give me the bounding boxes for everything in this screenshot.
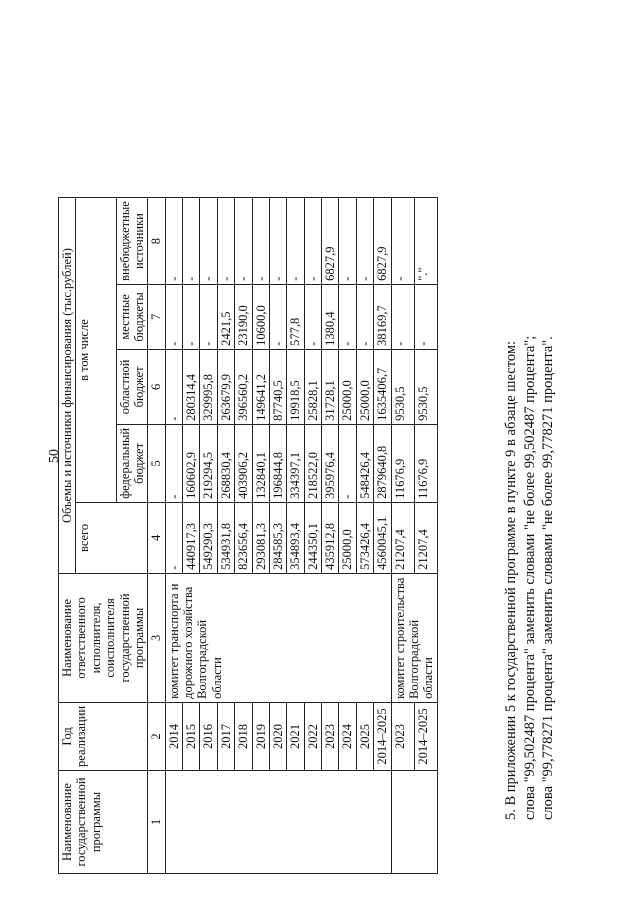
extra-cell: - [252,198,269,285]
column-number: 2 [148,702,165,770]
financing-table [58,197,438,874]
year-cell: 2014–2025 [414,702,437,770]
local-cell: - [339,284,356,349]
federal-cell: 196844,8 [269,424,286,502]
local-cell: 10600,0 [252,284,269,349]
total-cell: 549290,3 [200,502,217,573]
year-cell: 2014–2025 [374,702,391,770]
amendment-line: слова "99,778271 процента" заменить словами "не более 99,778271 процента". [540,336,557,820]
federal-cell: 403906,2 [235,424,252,502]
column-number: 5 [148,424,165,502]
regional-cell: 329995,8 [200,349,217,424]
column-number: 7 [148,284,165,349]
federal-cell: 132840,1 [252,424,269,502]
local-cell: 577,8 [287,284,304,349]
amendment-text [502,336,558,820]
regional-cell: 280314,4 [183,349,200,424]
year-cell: 2025 [356,702,373,770]
year-cell: 2020 [269,702,286,770]
year-cell: 2015 [183,702,200,770]
year-cell: 2021 [287,702,304,770]
federal-cell: 334397,1 [287,424,304,502]
regional-cell: 87740,5 [269,349,286,424]
program-name-cell [391,771,437,874]
local-cell: 23190,0 [235,284,252,349]
regional-cell: 9530,5 [391,349,414,424]
table-row [391,198,414,874]
local-cell: - [200,284,217,349]
federal-cell: 395976,4 [322,424,339,502]
local-cell: - [414,284,437,349]
extra-cell: - [287,198,304,285]
extra-cell: - [165,198,182,285]
federal-cell: 11676,9 [391,424,414,502]
column-number-row [148,198,165,874]
federal-cell: 160602,9 [183,424,200,502]
local-cell: - [269,284,286,349]
table-row [165,198,182,874]
table-block-construction [391,198,437,874]
header-funding-group: Объемы и источники финансирования (тыс.рублей) [59,198,76,574]
extra-cell: - [356,198,373,285]
extra-cell: 6827,9 [374,198,391,285]
federal-cell: - [339,424,356,502]
local-cell: 1380,4 [322,284,339,349]
header-including: в том числе [76,198,116,503]
local-cell: 2421,5 [217,284,234,349]
header-federal: федеральный бюджет [116,424,148,502]
extra-cell: - [200,198,217,285]
total-cell: 823656,4 [235,502,252,573]
extra-cell: - [183,198,200,285]
total-cell: 534931,8 [217,502,234,573]
federal-cell: 268830,4 [217,424,234,502]
table-header-row [59,198,76,874]
regional-cell: 263679,9 [217,349,234,424]
header-total: всего [76,502,148,573]
total-cell: 440917,3 [183,502,200,573]
local-cell: - [304,284,321,349]
year-cell: 2017 [217,702,234,770]
local-cell: 38169,7 [374,284,391,349]
regional-cell: 25828,1 [304,349,321,424]
year-cell: 2014 [165,702,182,770]
column-number: 6 [148,349,165,424]
total-cell: - [165,502,182,573]
total-cell: 21207,4 [391,502,414,573]
extra-cell: - [217,198,234,285]
regional-cell: 149641,2 [252,349,269,424]
regional-cell: - [165,349,182,424]
extra-cell: - [269,198,286,285]
total-cell: 4560045,1 [374,502,391,573]
federal-cell: 11676,9 [414,424,437,502]
year-cell: 2023 [322,702,339,770]
federal-cell: 219294,5 [200,424,217,502]
regional-cell: 9530,5 [414,349,437,424]
extra-cell: "." [414,198,437,285]
regional-cell: 25000,0 [339,349,356,424]
extra-cell: 6827,9 [322,198,339,285]
total-cell: 573426,4 [356,502,373,573]
local-cell: - [183,284,200,349]
regional-cell: 19918,5 [287,349,304,424]
regional-cell: 31728,1 [322,349,339,424]
header-local: местные бюджеты [116,284,148,349]
total-cell: 25000,0 [339,502,356,573]
local-cell: - [356,284,373,349]
executor-cell: комитет транспорта и дорожного хозяйства Волгоградской области [165,573,391,702]
regional-cell: 396560,2 [235,349,252,424]
total-cell: 244350,1 [304,502,321,573]
header-program-name: Наименование государственной программы [59,771,148,874]
extra-cell: - [235,198,252,285]
year-cell: 2018 [235,702,252,770]
column-number: 8 [148,198,165,285]
total-cell: 284585,3 [269,502,286,573]
column-number: 1 [148,771,165,874]
header-executor: Наименование ответственного исполнителя, соисполнителя государственной программы [59,573,148,702]
header-regional: областной бюджет [116,349,148,424]
local-cell: - [165,284,182,349]
federal-cell: 548426,4 [356,424,373,502]
regional-cell: 25000,0 [356,349,373,424]
extra-cell: - [391,198,414,285]
year-cell: 2023 [391,702,414,770]
year-cell: 2024 [339,702,356,770]
year-cell: 2016 [200,702,217,770]
federal-cell: 218522,0 [304,424,321,502]
total-cell: 354893,4 [287,502,304,573]
executor-cell: комитет строительства Волгоградской области [391,573,437,702]
federal-cell: - [165,424,182,502]
column-number: 4 [148,502,165,573]
amendment-line: слова "99,502487 процента" заменить словами "не более 99,502487 процента"; [521,335,538,820]
program-name-cell [165,771,391,874]
year-cell: 2022 [304,702,321,770]
total-cell: 21207,4 [414,502,437,573]
extra-cell: - [304,198,321,285]
column-number: 3 [148,573,165,702]
header-year: Год реализации [59,702,148,770]
table-block-transport [165,198,391,874]
local-cell: - [391,284,414,349]
total-cell: 293081,3 [252,502,269,573]
year-cell: 2019 [252,702,269,770]
total-cell: 435912,8 [322,502,339,573]
regional-cell: 1635406,7 [374,349,391,424]
amendment-line: 5. В приложении 5 к государственной программе в пункте 9 в абзаце шестом: [503,340,519,820]
extra-cell: - [339,198,356,285]
federal-cell: 2879640,8 [374,424,391,502]
header-extra: внебюджетные источники [116,198,148,285]
